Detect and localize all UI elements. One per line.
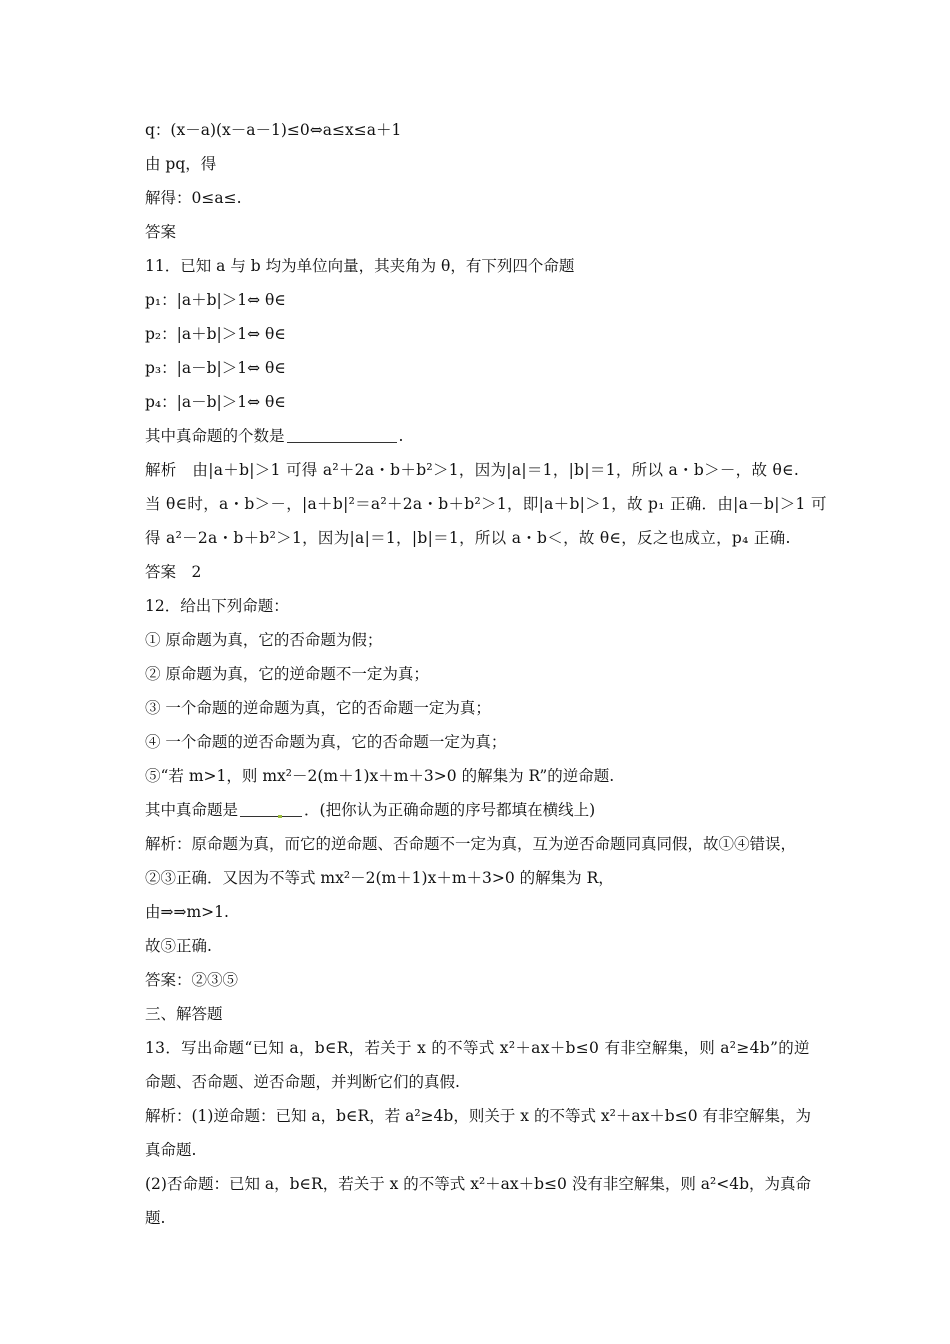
question-11: 11．已知 a 与 b 均为单位向量，其夹角为 θ，有下列四个命题 [145,257,575,275]
answer-blank [287,428,397,443]
text-line: 由 pq，得 [145,155,217,173]
solution-line: 题. [145,1209,166,1227]
proposition-p3: p₃：|a－b|＞1⇔ θ∈ [145,359,286,377]
statement-5: ⑤“若 m>1，则 mx²－2(m＋1)x＋m＋3>0 的解集为 R”的逆命题. [145,767,615,785]
text-line: 其中真命题是 [145,801,239,819]
text-line: q：(x－a)(x－a－1)≤0⇔a≤x≤a＋1 [145,121,402,139]
solution-line: 真命题. [145,1141,197,1159]
solution-line: 当 θ∈时，a・b＞－，|a＋b|²＝a²＋2a・b＋b²＞1，即|a＋b|＞1，故 p₁ 正确．由|a－b|＞1 可 [145,495,827,513]
question-13-cont: 命题、否命题、逆否命题，并判断它们的真假. [145,1073,460,1091]
solution-line: 解析 由|a＋b|＞1 可得 a²＋2a・b＋b²＞1，因为|a|＝1，|b|＝1，所以 a・b＞－，故 θ∈. [145,461,800,479]
mark-dot [278,815,282,818]
text-line: 答案 [145,223,177,241]
answer-blank [240,802,302,817]
section-heading: 三、解答题 [145,1005,223,1023]
solution-line: ②③正确．又因为不等式 mx²－2(m＋1)x＋m＋3>0 的解集为 R， [145,869,614,887]
answer-line: 答案 2 [145,563,202,581]
solution-line: 故⑤正确. [145,937,212,955]
question-12: 12．给出下列命题： [145,597,289,615]
solution-line: 得 a²－2a・b＋b²＞1，因为|a|＝1，|b|＝1，所以 a・b＜，故 θ∈，反之也成立，p₄ 正确. [145,529,791,547]
fill-in-line-11 [145,426,403,446]
solution-line: (2)否命题：已知 a，b∈R，若关于 x 的不等式 x²＋ax＋b≤0 没有非空解集，则 a²<4b，为真命 [145,1175,812,1193]
statement-2: ② 原命题为真，它的逆命题不一定为真； [145,665,429,683]
proposition-p4: p₄：|a－b|＞1⇔ θ∈ [145,393,286,411]
proposition-p2: p₂：|a＋b|＞1⇔ θ∈ [145,325,286,343]
text-line: . [398,427,404,445]
proposition-p1: p₁：|a＋b|＞1⇔ θ∈ [145,291,286,309]
statement-1: ① 原命题为真，它的否命题为假； [145,631,383,649]
text-line: 解得：0≤a≤. [145,189,242,207]
question-13: 13．写出命题“已知 a，b∈R，若关于 x 的不等式 x²＋ax＋b≤0 有非空解集，则 a²≥4b”的逆 [145,1039,810,1057]
text-line: ．(把你认为正确命题的序号都填在横线上) [304,801,596,819]
solution-line: 由⇒⇒m>1. [145,903,229,921]
solution-line: 解析：原命题为真，而它的逆命题、否命题不一定为真，互为逆否命题同真同假，故①④错误， [145,835,797,853]
solution-line: 解析：(1)逆命题：已知 a，b∈R，若 a²≥4b，则关于 x 的不等式 x²＋ax＋b≤0 有非空解集，为 [145,1107,812,1125]
text-line: 其中真命题的个数是 [145,427,285,445]
answer-line: 答案：②③⑤ [145,971,239,989]
statement-3: ③ 一个命题的逆命题为真，它的否命题一定为真； [145,699,491,717]
fill-in-line-12 [145,800,595,820]
statement-4: ④ 一个命题的逆否命题为真，它的否命题一定为真； [145,733,507,751]
